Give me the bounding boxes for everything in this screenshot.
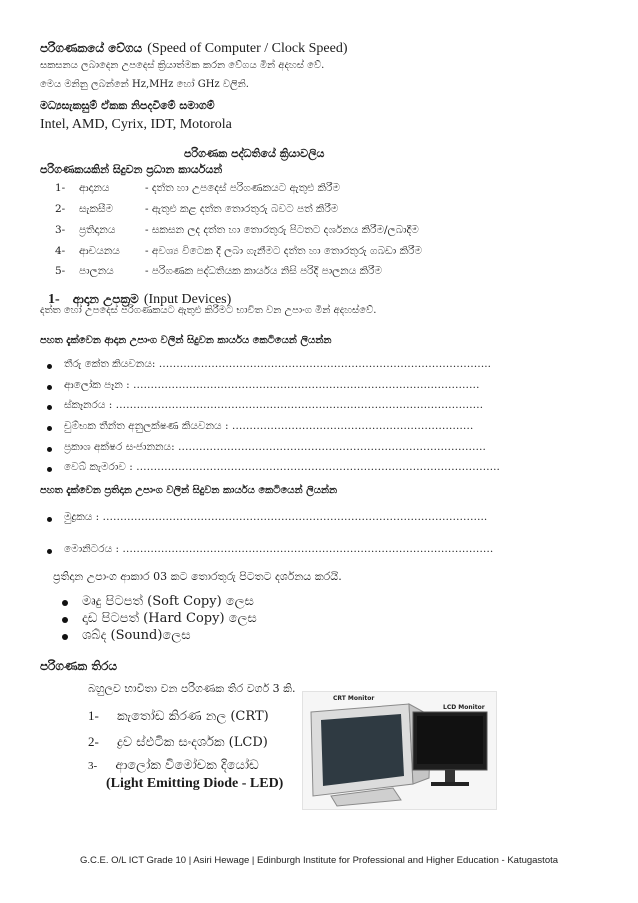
list-item: වෙබ් කැමරාව : …………………………………………………………………………………………..	[44, 461, 604, 481]
row-num: 3-	[55, 224, 66, 236]
list-item: තීරු කේත කියවනය: …………………………………………………………………………………..	[44, 358, 604, 379]
row-num: 4-	[55, 245, 66, 257]
input-heading-en: (Input Devices)	[143, 292, 232, 307]
output-forms-list	[58, 594, 257, 645]
list-item: මෘදු පිටපත් (Soft Copy) ලෙස	[58, 594, 257, 611]
list-item: ශබ්ද (Sound)ලෙස	[58, 628, 257, 645]
list-item: ස්කෑනරය : ……………………………………………………………………………………………	[44, 399, 604, 420]
lcd-label: LCD Monitor	[443, 704, 485, 711]
monitor-image	[302, 691, 497, 810]
page-footer: G.C.E. O/L ICT Grade 10 | Asiri Hewage | Edinburgh Institute for Professional and Higher Education - Katugastota	[79, 855, 559, 866]
input-device-list	[44, 358, 604, 481]
speed-line-2: මෙය මනිනු ලබන්නේ Hz,MHz හෝ GHz වලිනි.	[40, 79, 249, 90]
monitor-illustration	[303, 692, 496, 809]
speed-heading-si: පරිගණකයේ වේගය	[40, 41, 143, 55]
row-name: සැකසීම	[79, 203, 114, 215]
list-item: චුම්භක තීන්ත අනුලක්ෂණ කියවනය : ……………………………………………………………	[44, 420, 604, 441]
type-num: 2-	[88, 734, 99, 749]
process-title: පරිගණක පද්ධතියේ ක්‍රියාවලිය	[184, 147, 325, 160]
input-heading-num: 1-	[48, 292, 60, 307]
list-item: දෘඩ පිටපත් (Hard Copy) ලෙස	[58, 611, 257, 628]
type-num: 3-	[88, 760, 98, 772]
row-desc: - සකසන ලද දත්ත හා තොරතුරු පිටතට දර්ශනය කිරීම/ලබාදීම	[145, 224, 419, 236]
row-num: 5-	[55, 265, 66, 277]
row-num: 2-	[55, 203, 66, 215]
row-desc: - අවශ්‍ය විටෙක දී ලබා ගැනීමට දත්ත හා තොරතුරු ගබඩා කිරීම	[145, 245, 423, 257]
monitor-type-led	[88, 758, 259, 773]
process-subheading: පරිගණකයකින් සිදුවන ප්‍රධාන කාර්යයන්	[40, 163, 223, 176]
output-forms-desc: ප්‍රතිදාන උපාංග ආකාර 03 කට තොරතුරු පිටතට දර්ශනය කරයි.	[53, 570, 342, 583]
type-num: 1-	[88, 708, 99, 723]
row-name: පාලනය	[79, 265, 114, 277]
type-text: ද්‍රව ස්ඵටික සංදර්ශක (LCD)	[116, 735, 268, 750]
speed-line-1: සකසනය ලබාදෙන උපදෙස් ක්‍රියාත්මක කරන වේගය මින් අදහස් වේ.	[40, 60, 325, 71]
row-name: ප්‍රතිදානය	[79, 224, 116, 236]
output-task: පහත දැක්වෙන ප්‍රතිදාන උපාංග වලින් සිදුවන කාර්යය කෙටියෙන් ලියන්න	[40, 485, 338, 496]
row-desc: - පරිගණක පද්ධතියක කාර්යය නිසි පරිදි පාලනය කිරීම	[145, 265, 383, 277]
input-task: පහත දැක්වෙන ආදාන උපාංග වලින් සිදුවන කාර්යය කෙටියෙන් ලියන්න	[40, 335, 332, 346]
type-text: ආලෝක විමෝචක දියෝඩ	[115, 758, 259, 773]
input-description: දත්ත හෝ උපදෙස් පරිගණකයට ඇතුළු කිරීමට භාවිත වන උපාංග මින් අදහස්වේ.	[40, 305, 377, 316]
output-device-list	[44, 511, 604, 563]
monitor-type-led-en: (Light Emitting Diode - LED)	[106, 776, 284, 791]
monitor-type-crt	[88, 708, 269, 724]
makers-list: Intel, AMD, Cyrix, IDT, Motorola	[40, 117, 232, 132]
type-text: කැතෝඩ කිරණ නල (CRT)	[116, 709, 269, 724]
speed-heading	[40, 37, 348, 57]
makers-heading: මධ්‍යසැකසුම් ඒකක නිපදවීමේ සමාගම්	[40, 99, 215, 112]
list-item: මොනිටරය : …………………………………………………………………………………………….	[44, 543, 604, 563]
row-desc: - ඇතුළු කළ දත්ත තොරතුරු බවට පත් කිරීම	[145, 203, 339, 215]
list-item: මුද්‍රකය : ………………………………………………………………………………………………..	[44, 511, 604, 543]
row-name: ආචයනය	[79, 245, 120, 257]
monitor-heading: පරිගණක තිරය	[40, 659, 117, 673]
list-item: ආලෝක පෑන : ………………………………………………………………………………………	[44, 379, 604, 399]
row-num: 1-	[55, 182, 66, 194]
list-item: ප්‍රකාශ අක්ෂර සංජානනය: …………………………………………………………………………….	[44, 441, 604, 461]
crt-label: CRT Monitor	[333, 695, 375, 702]
row-name: ආදානය	[79, 182, 110, 194]
row-desc: - දත්ත හා උපදෙස් පරිගණකයට ඇතුළු කිරීම	[145, 182, 341, 194]
input-heading-si: ආදාන උපක්‍රම	[72, 292, 139, 306]
monitor-intro: බහුලව භාවිතා වන පරිගණක තිර වර්ග 3 කි.	[88, 682, 296, 695]
monitor-type-lcd	[88, 734, 268, 750]
speed-heading-en: (Speed of Computer / Clock Speed)	[147, 41, 348, 56]
